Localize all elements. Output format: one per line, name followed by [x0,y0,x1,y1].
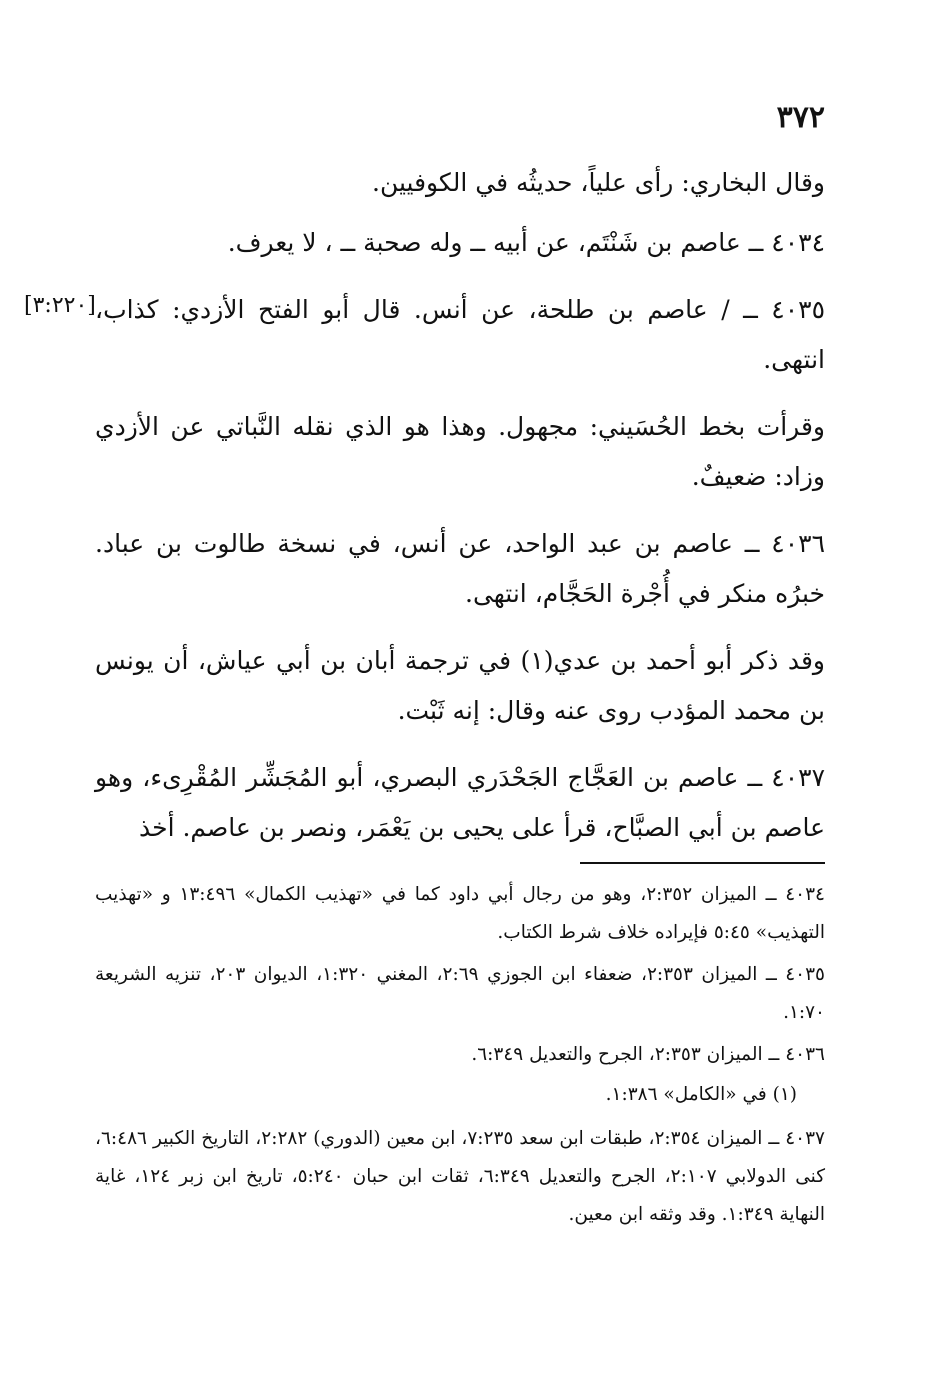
paragraph: وقال البخاري: رأى علياً، حديثُه في الكوفيين. [372,168,825,197]
entry-4037: ٤٠٣٧ ــ عاصم بن العَجَّاج الجَحْدَري البصري، أبو المُجَشِّر المُقْرِىء، وهو عاصم بن أبي الصبَّاح، قرأ على يحيى بن يَعْمَر، ونصر بن عاصم. أخذ [95,763,825,842]
footnote-4035: ٤٠٣٥ ــ الميزان ٢:٣٥٣، ضعفاء ابن الجوزي ٢:٦٩، المغني ١:٣٢٠، الديوان ٢٠٣، تنزيه الشريعة ١:٧٠. [95,964,825,1023]
page-number: ٣٧٢ [776,100,825,135]
paragraph: وقد ذكر أبو أحمد بن عدي(١) في ترجمة أبان بن أبي عياش، أن يونس بن محمد المؤدب روى عنه وقال: إنه ثَبْت. [95,646,826,725]
footnote-4034: ٤٠٣٤ ــ الميزان ٢:٣٥٢، وهو من رجال أبي داود كما في «تهذيب الكمال» ١٣:٤٩٦ و «تهذيب التهذيب» ٥:٤٥ فإيراده خلاف شرط الكتاب. [95,884,825,943]
entry-4035: ٤٠٣٥ ــ / عاصم بن طلحة، عن أنس. قال أبو الفتح الأزدي: كذاب، انتهى. [95,295,825,374]
footnote-4036: ٤٠٣٦ ــ الميزان ٢:٣٥٣، الجرح والتعديل ٦:٣٤٩. [471,1044,825,1065]
footnote-4037: ٤٠٣٧ ــ الميزان ٢:٣٥٤، طبقات ابن سعد ٧:٢٣٥، ابن معين (الدوري) ٢:٢٨٢، التاريخ الكبير ٦:٤٨٦، كنى الدولابي ٢:١٠٧، الجرح والتعديل ٦:٣٤٩، ثقات ابن حبان ٥:٢٤٠، تاريخ ابن زبر ١٢٤، غاية النهاية ١:٣٤٩. وقد وثقه ابن معين. [95,1128,826,1225]
entry-4034: ٤٠٣٤ ــ عاصم بن شَنْتَم، عن أبيه ــ وله صحبة ــ ، لا يعرف. [227,228,825,257]
footnote-divider [580,862,825,864]
footnote-1: (١) في «الكامل» ١:٣٨٦. [605,1084,797,1105]
side-reference: [٣:٢٢٠] [24,293,96,318]
paragraph: وقرأت بخط الحُسَيني: مجهول. وهذا هو الذي نقله النَّباتي عن الأزدي وزاد: ضعيفٌ. [95,412,825,491]
entry-4036: ٤٠٣٦ ــ عاصم بن عبد الواحد، عن أنس، في نسخة طالوت بن عباد. خبرُه منكر في أُجْرة الحَجَّام، انتهى. [95,529,825,608]
